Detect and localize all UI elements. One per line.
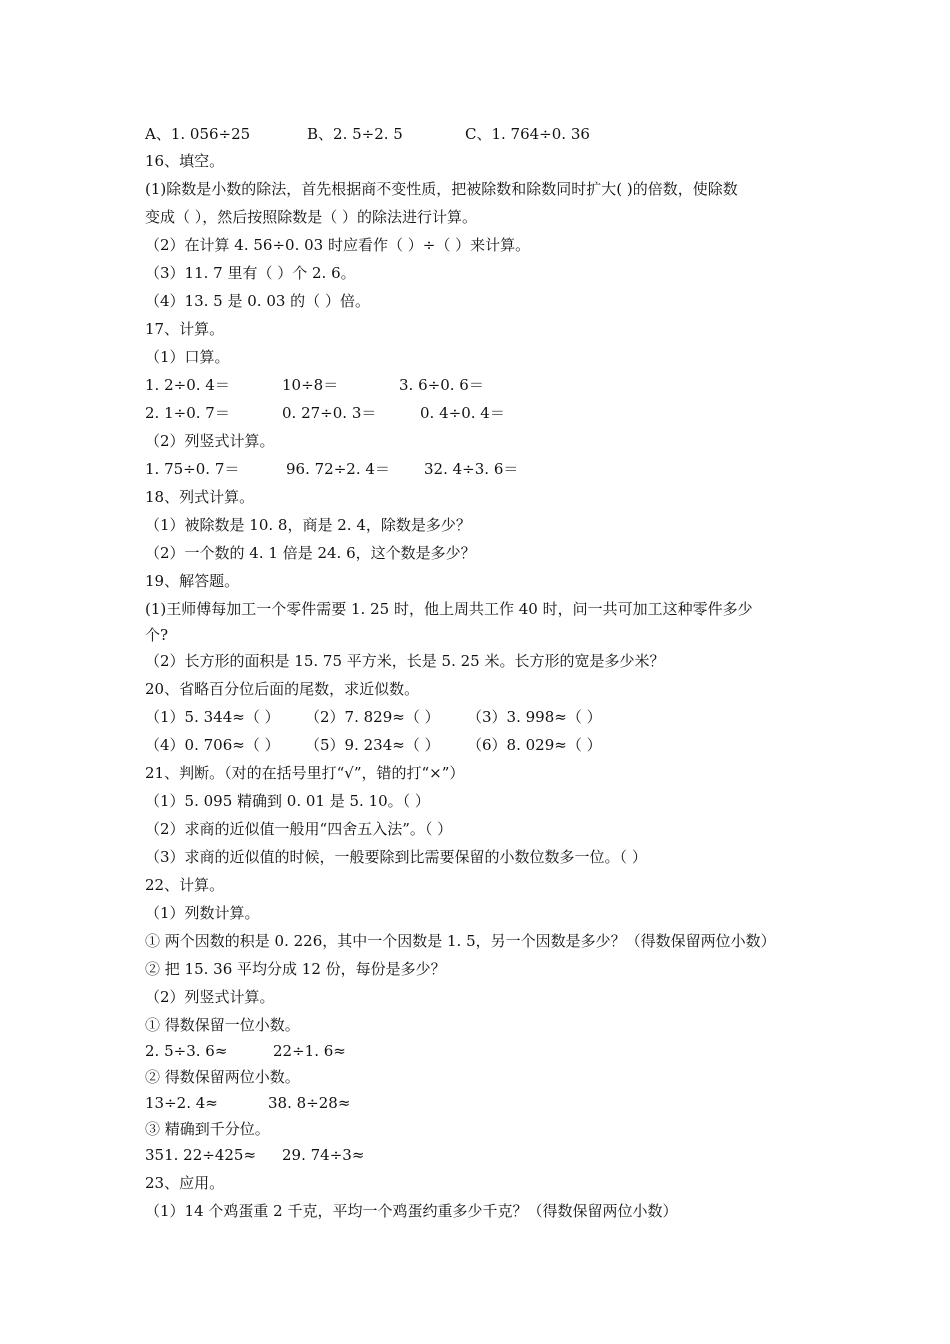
- q20-r1-item3: （3）3. 998≈（ ）: [467, 708, 602, 726]
- q17-r1-item1: 1. 2÷0. 4＝: [145, 376, 230, 394]
- q17-r1-item2: 10÷8＝: [282, 376, 339, 394]
- q20-r2-item2: （5）9. 234≈（ ）: [305, 736, 440, 754]
- q17-section2: （2）列竖式计算。: [145, 432, 275, 450]
- q18-title: 18、列式计算。: [145, 488, 255, 506]
- q19-part1-line1: (1)王师傅每加工一个零件需要 1. 25 时，他上周共工作 40 时，问一共可加工这种零件多少: [145, 600, 753, 618]
- q22-sub3-title: ③ 精确到千分位。: [145, 1120, 270, 1138]
- q17-r2-item2: 0. 27÷0. 3＝: [282, 404, 377, 422]
- q18-part1: （1）被除数是 10. 8，商是 2. 4，除数是多少？: [145, 516, 471, 534]
- q17-r2-item1: 2. 1÷0. 7＝: [145, 404, 230, 422]
- q22-sub3-item2: 29. 74÷3≈: [282, 1146, 365, 1164]
- q22-section2: （2）列竖式计算。: [145, 988, 275, 1006]
- q17-r2-item3: 0. 4÷0. 4＝: [420, 404, 505, 422]
- q17-section1: （1）口算。: [145, 348, 230, 366]
- q22-sub3-item1: 351. 22÷425≈: [145, 1146, 257, 1164]
- q20-title: 20、省略百分位后面的尾数，求近似数。: [145, 680, 420, 698]
- q17-title: 17、计算。: [145, 320, 225, 338]
- q21-part2: （2）求商的近似值一般用“四舍五入法”。（ ）: [145, 820, 453, 838]
- q20-r1-item2: （2）7. 829≈（ ）: [305, 708, 440, 726]
- q23-part1: （1）14 个鸡蛋重 2 千克，平均一个鸡蛋约重多少千克？（得数保留两位小数）: [145, 1202, 678, 1220]
- q22-sub1-item2: 22÷1. 6≈: [273, 1042, 346, 1060]
- q22-sub2-item1: 13÷2. 4≈: [145, 1094, 218, 1112]
- q15-option-b: B、2. 5÷2. 5: [307, 125, 403, 143]
- q16-part1-line1: (1)除数是小数的除法，首先根据商不变性质，把被除数和除数同时扩大( )的倍数，使除数: [145, 180, 738, 198]
- q15-option-c: C、1. 764÷0. 36: [465, 125, 590, 143]
- q22-title: 22、计算。: [145, 876, 225, 894]
- q16-part2: （2）在计算 4. 56÷0. 03 时应看作（ ）÷（ ）来计算。: [145, 236, 531, 254]
- q15-option-a: A、1. 056÷25: [145, 125, 251, 143]
- q20-r2-item1: （4）0. 706≈（ ）: [145, 736, 280, 754]
- q18-part2: （2）一个数的 4. 1 倍是 24. 6，这个数是多少？: [145, 544, 476, 562]
- q21-part1: （1）5. 095 精确到 0. 01 是 5. 10。（ ）: [145, 792, 430, 810]
- q22-sub1-item1: 2. 5÷3. 6≈: [145, 1042, 228, 1060]
- q17-r3-item2: 96. 72÷2. 4＝: [286, 460, 390, 478]
- q16-part3: （3）11. 7 里有（ ）个 2. 6。: [145, 264, 356, 282]
- q22-section1: （1）列数计算。: [145, 904, 260, 922]
- q20-r2-item3: （6）8. 029≈（ ）: [467, 736, 602, 754]
- q17-r1-item3: 3. 6÷0. 6＝: [399, 376, 484, 394]
- q16-part1-line2: 变成（ ），然后按照除数是（ ）的除法进行计算。: [145, 208, 478, 226]
- q17-r3-item3: 32. 4÷3. 6＝: [424, 460, 519, 478]
- q22-sub2-title: ② 得数保留两位小数。: [145, 1068, 300, 1086]
- q16-title: 16、填空。: [145, 152, 225, 170]
- q20-r1-item1: （1）5. 344≈（ ）: [145, 708, 280, 726]
- q22-calc2: ② 把 15. 36 平均分成 12 份，每份是多少？: [145, 960, 446, 978]
- q21-part3: （3）求商的近似值的时候，一般要除到比需要保留的小数位数多一位。（ ）: [145, 848, 647, 866]
- q22-sub2-item2: 38. 8÷28≈: [268, 1094, 351, 1112]
- q19-title: 19、解答题。: [145, 572, 240, 590]
- q21-title: 21、判断。（对的在括号里打“√”，错的打“×”）: [145, 764, 465, 782]
- q22-sub1-title: ① 得数保留一位小数。: [145, 1016, 300, 1034]
- q19-part2: （2）长方形的面积是 15. 75 平方米，长是 5. 25 米。长方形的宽是多少米？: [145, 652, 665, 670]
- q17-r3-item1: 1. 75÷0. 7＝: [145, 460, 240, 478]
- q22-calc1: ① 两个因数的积是 0. 226，其中一个因数是 1. 5，另一个因数是多少？（得数保留两位小数）: [145, 932, 776, 950]
- q19-part1-line2: 个?: [145, 626, 169, 644]
- q23-title: 23、应用。: [145, 1174, 225, 1192]
- q16-part4: （4）13. 5 是 0. 03 的（ ）倍。: [145, 292, 370, 310]
